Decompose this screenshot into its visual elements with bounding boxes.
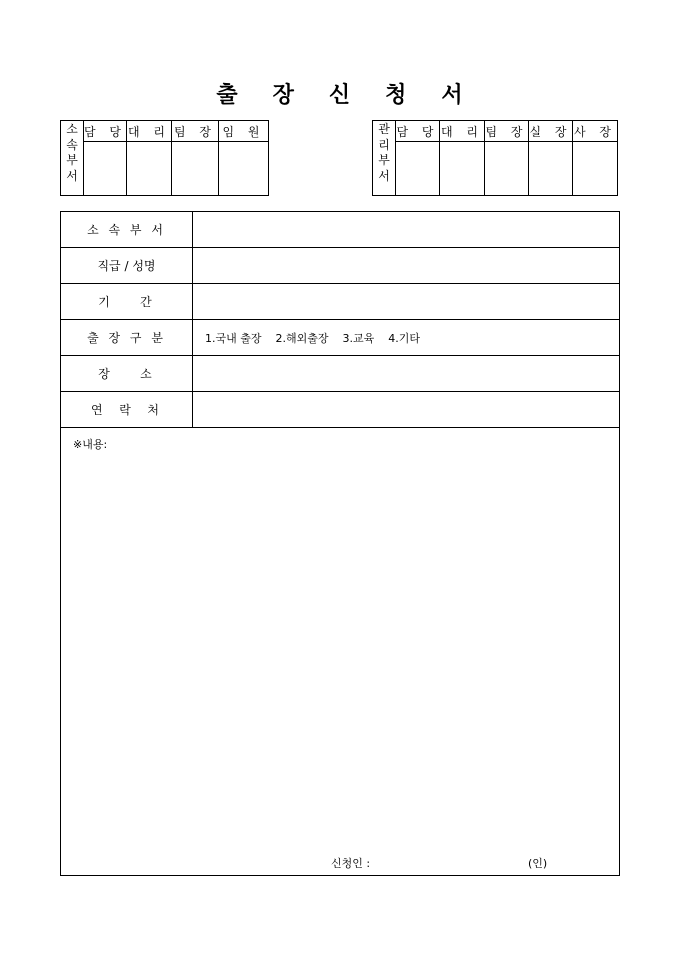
trip-info-table bbox=[60, 211, 620, 428]
field-label: 소 속 부 서 bbox=[61, 212, 193, 248]
form-row-contact bbox=[61, 392, 620, 428]
signature-box[interactable] bbox=[529, 142, 573, 196]
approval-header: 팀 장 bbox=[485, 121, 529, 142]
signature-box[interactable] bbox=[172, 142, 219, 196]
signature-box[interactable] bbox=[84, 142, 127, 196]
title-char: 신 bbox=[328, 82, 352, 108]
seal-label: (인) bbox=[528, 857, 548, 870]
approval-header: 임 원 bbox=[219, 121, 269, 142]
field-label: 연 락 처 bbox=[61, 392, 193, 428]
approval-header: 실 장 bbox=[529, 121, 573, 142]
form-row-period bbox=[61, 284, 620, 320]
field-label: 장 소 bbox=[61, 356, 193, 392]
trip-type-option[interactable]: 4.기타 bbox=[388, 331, 420, 345]
approval-header: 대 리 bbox=[127, 121, 172, 142]
approval-side-label: 소 속 부 서 bbox=[61, 121, 84, 196]
approval-header: 담 당 bbox=[396, 121, 440, 142]
signature-box[interactable] bbox=[127, 142, 172, 196]
approval-table-management bbox=[372, 120, 618, 196]
title-char: 서 bbox=[441, 82, 464, 108]
approval-side-label: 관 리 부 서 bbox=[373, 121, 396, 196]
contact-field[interactable] bbox=[193, 392, 620, 428]
field-label: 출 장 구 분 bbox=[61, 320, 193, 356]
signature-box[interactable] bbox=[485, 142, 529, 196]
field-label: 기 간 bbox=[61, 284, 193, 320]
approval-header: 사 장 bbox=[573, 121, 618, 142]
signature-box[interactable] bbox=[219, 142, 269, 196]
approval-header: 팀 장 bbox=[172, 121, 219, 142]
approval-header: 대 리 bbox=[440, 121, 485, 142]
signature-box[interactable] bbox=[440, 142, 485, 196]
approval-header: 담 당 bbox=[84, 121, 127, 142]
title-char: 장 bbox=[272, 82, 295, 108]
form-row-trip-type bbox=[61, 320, 620, 356]
content-label: ※내용: bbox=[73, 438, 108, 451]
trip-type-option[interactable]: 2.해외출장 bbox=[275, 331, 329, 345]
signature-box[interactable] bbox=[573, 142, 618, 196]
department-field[interactable] bbox=[193, 212, 620, 248]
trip-type-option[interactable]: 1.국내 출장 bbox=[205, 331, 262, 345]
trip-type-options bbox=[193, 320, 620, 356]
form-row-department bbox=[61, 212, 620, 248]
content-area[interactable] bbox=[60, 427, 620, 876]
applicant-label: 신청인 : bbox=[331, 857, 371, 870]
trip-type-option[interactable]: 3.교육 bbox=[342, 331, 375, 345]
form-row-place bbox=[61, 356, 620, 392]
form-row-rank-name bbox=[61, 248, 620, 284]
document-title bbox=[0, 78, 680, 109]
title-char: 출 bbox=[216, 82, 239, 108]
approval-table-department bbox=[60, 120, 269, 196]
signature-box[interactable] bbox=[396, 142, 440, 196]
title-char: 청 bbox=[385, 82, 408, 108]
rank-name-field[interactable] bbox=[193, 248, 620, 284]
period-field[interactable] bbox=[193, 284, 620, 320]
field-label: 직급 / 성명 bbox=[61, 248, 193, 284]
place-field[interactable] bbox=[193, 356, 620, 392]
